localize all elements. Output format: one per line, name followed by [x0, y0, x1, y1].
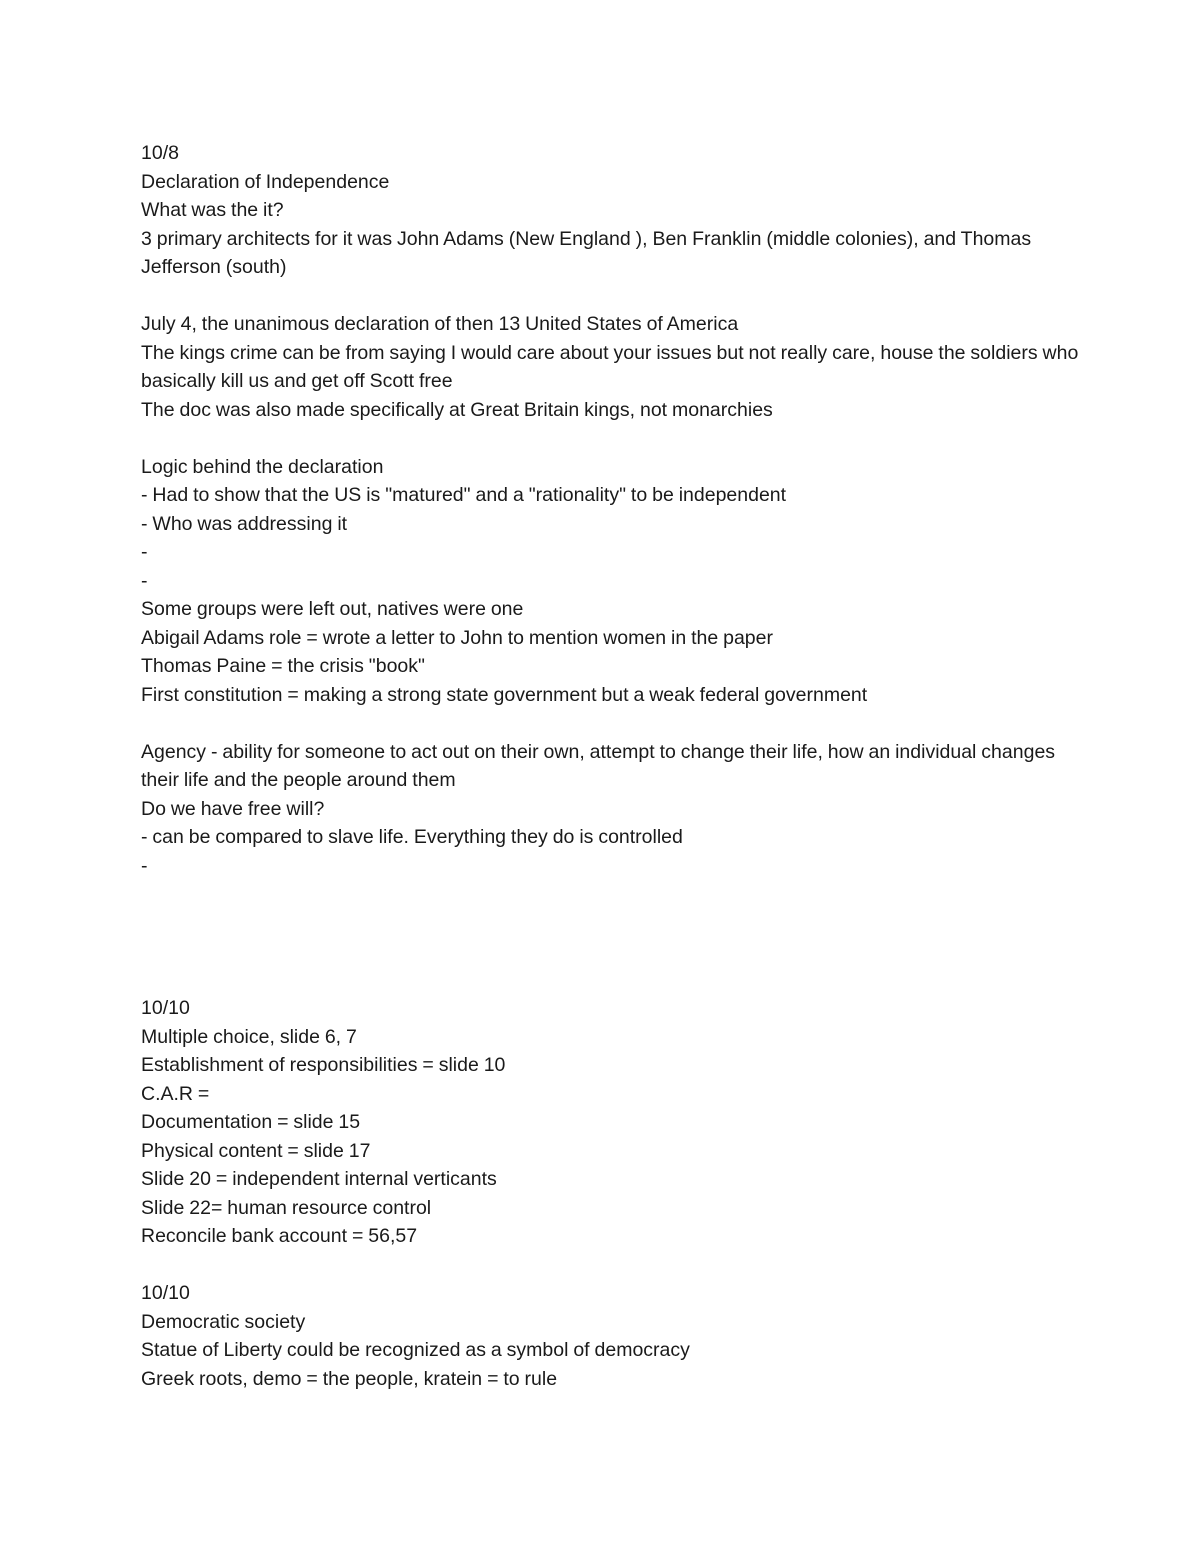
note-heading: Logic behind the declaration	[141, 455, 384, 478]
note-line: What was the it?	[141, 199, 284, 221]
note-date: 10/10	[141, 997, 190, 1019]
note-line: Do we have free will?	[141, 797, 325, 820]
note-line: 3 primary architects for it was John Adams (New England ), Ben Franklin (middle colonies), and Thomas Jefferson (south)	[141, 227, 1037, 278]
note-date: 10/8	[141, 142, 179, 164]
note-date: 10/10	[141, 1282, 190, 1304]
note-bullet: - Had to show that the US is "matured" and a "rationality" to be independent	[141, 484, 787, 506]
blank-space	[141, 880, 1081, 994]
note-line: The kings crime can be from saying I would care about your issues but not really care, house the soldiers who basically kill us and get off Scott free	[141, 341, 1084, 392]
note-line: Slide 20 = independent internal verticants	[141, 1168, 497, 1190]
note-bullet: -	[141, 569, 148, 592]
note-line: Documentation = slide 15	[141, 1111, 361, 1133]
notes-body	[141, 139, 1084, 1393]
note-line: Democratic society	[141, 1310, 306, 1333]
note-line: The doc was also made specifically at Great Britain kings, not monarchies	[141, 398, 773, 421]
note-bullet: -	[141, 541, 148, 563]
note-bullet: - Who was addressing it	[141, 512, 348, 535]
note-bullet: - can be compared to slave life. Everything they do is controlled	[141, 826, 683, 848]
note-line: Multiple choice, slide 6, 7	[141, 1025, 357, 1048]
note-bullet: -	[141, 854, 148, 877]
note-line: July 4, the unanimous declaration of then 13 United States of America	[141, 313, 739, 335]
note-line: Statue of Liberty could be recognized as a symbol of democracy	[141, 1339, 690, 1361]
note-line: Establishment of responsibilities = slide 10	[141, 1054, 506, 1076]
note-line: First constitution = making a strong state government but a weak federal government	[141, 683, 868, 706]
blank-line	[141, 282, 1081, 311]
note-line: Some groups were left out, natives were one	[141, 598, 524, 620]
note-line: Greek roots, demo = the people, kratein = to rule	[141, 1367, 558, 1390]
note-heading: Declaration of Independence	[141, 170, 390, 193]
blank-line	[141, 424, 1081, 453]
note-line: Reconcile bank account = 56,57	[141, 1225, 418, 1247]
note-line: Physical content = slide 17	[141, 1139, 371, 1162]
note-line: Agency - ability for someone to act out on their own, attempt to change their life, how an individual changes their life and the people around them	[141, 740, 1060, 791]
note-line: Thomas Paine = the crisis "book"	[141, 655, 425, 677]
note-line: Abigail Adams role = wrote a letter to John to mention women in the paper	[141, 626, 773, 649]
blank-line	[141, 1251, 1081, 1280]
blank-line	[141, 709, 1081, 738]
note-line: Slide 22= human resource control	[141, 1196, 432, 1219]
note-line: C.A.R =	[141, 1082, 210, 1105]
